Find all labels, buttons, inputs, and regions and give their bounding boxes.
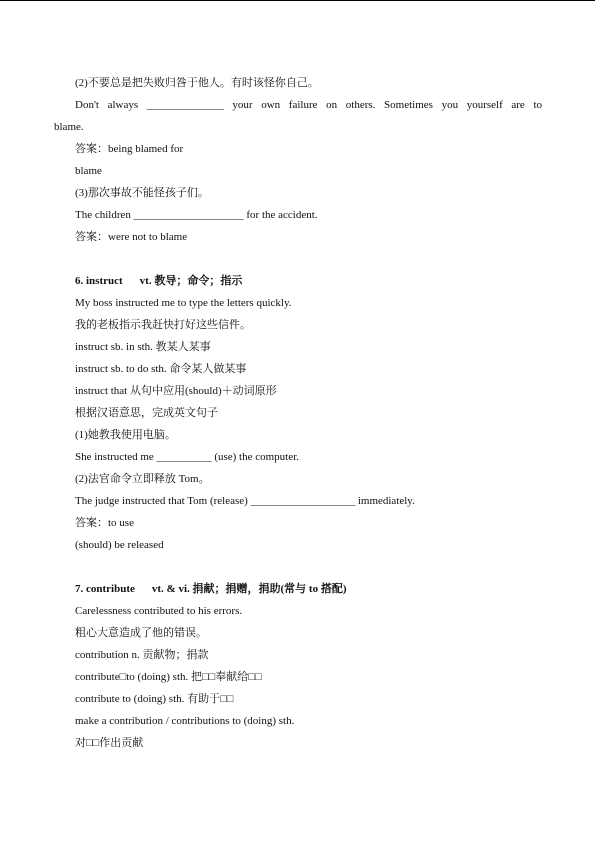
contribute-usage-1: contribution n. 贡献物；捐款 (75, 649, 209, 661)
contribute-heading-definition: vt. & vi. 捐献；捐赠，捐助(常与 to 搭配) (151, 583, 347, 595)
instruct-answer: 答案：to use (75, 517, 134, 529)
instruct-heading (75, 270, 542, 292)
instruct-usage-3: instruct that 从句中应用(should)＋动词原形 (75, 385, 277, 397)
blame-item2-answer: 答案：being blamed for (75, 143, 184, 155)
document-body (54, 72, 542, 754)
section-spacer (75, 248, 542, 270)
instruct-heading-word: 6. instruct (75, 275, 123, 287)
blame-item2-english-line2: blame. (54, 121, 84, 133)
blame-item3-chinese: (3)那次事故不能怪孩子们。 (75, 187, 209, 199)
instruct-q2-english: The judge instructed that Tom (release) ___________________ immediately. (75, 495, 415, 507)
contribute-example-chinese: 粗心大意造成了他的错误。 (75, 627, 207, 639)
instruct-heading-definition: vt. 教导；命令；指示 (139, 275, 243, 287)
instruct-usage-2: instruct sb. to do sth. 命令某人做某事 (75, 363, 247, 375)
instruct-answer-2: (should) be released (75, 539, 164, 551)
contribute-heading (75, 578, 542, 600)
top-border-rule (0, 0, 595, 1)
instruct-exercise-intro: 根据汉语意思，完成英文句子 (75, 407, 218, 419)
blame-item2-answer-2: blame (75, 165, 102, 177)
contribute-usage-4: make a contribution / contributions to (doing) sth. (75, 715, 295, 727)
contribute-usage-4-chinese: 对□□作出贡献 (75, 737, 144, 749)
instruct-q1-chinese: (1)她教我使用电脑。 (75, 429, 176, 441)
blame-item2-chinese: (2)不要总是把失败归咎于他人。有时该怪你自己。 (75, 77, 319, 89)
blame-item2-english-line1: Don't always ______________ your own failure on others. Sometimes you yourself are to (75, 99, 542, 111)
contribute-example-english: Carelessness contributed to his errors. (75, 605, 243, 617)
contribute-usage-2: contribute□to (doing) sth. 把□□奉献给□□ (75, 671, 262, 683)
blame-item3-english: The children ____________________ for the accident. (75, 209, 318, 221)
instruct-q1-english: She instructed me __________ (use) the computer. (75, 451, 299, 463)
contribute-heading-word: 7. contribute (75, 583, 135, 595)
instruct-example-chinese: 我的老板指示我赶快打好这些信件。 (75, 319, 251, 331)
instruct-q2-chinese: (2)法官命令立即释放 Tom。 (75, 473, 210, 485)
instruct-example-english: My boss instructed me to type the letters quickly. (75, 297, 292, 309)
instruct-usage-1: instruct sb. in sth. 教某人某事 (75, 341, 211, 353)
contribute-usage-3: contribute to (doing) sth. 有助于□□ (75, 693, 234, 705)
section-spacer (75, 556, 542, 578)
blame-item3-answer: 答案：were not to blame (75, 231, 188, 243)
